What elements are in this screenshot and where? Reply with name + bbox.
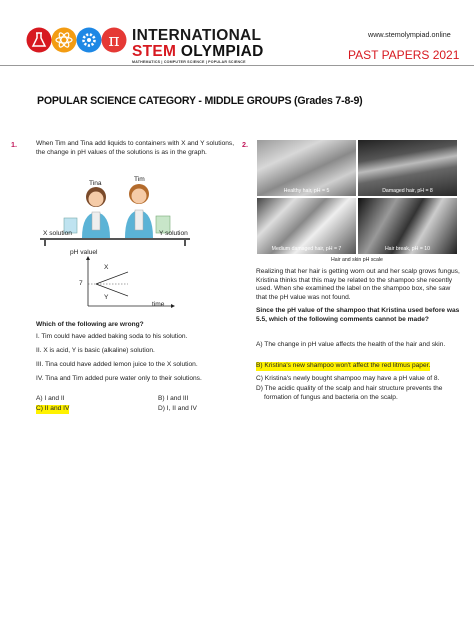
svg-text:π: π: [108, 31, 120, 51]
q1-option-b[interactable]: B) I and III: [158, 395, 189, 402]
q1-statement-4: IV. Tina and Tim added pure water only to their solutions.: [36, 375, 202, 382]
q1-statement-1: I. Tim could have added baking soda to his solution.: [36, 333, 188, 340]
header-divider: [0, 65, 474, 66]
photo-caption-break: Hair break, pH = 10: [384, 246, 431, 252]
pi-icon: [102, 28, 127, 53]
photo-hair-break: [358, 198, 457, 254]
gear-icon: [77, 28, 102, 53]
ph-graph: [80, 256, 180, 312]
q1-statement-3: III. Tina could have added lemon juice to the X solution.: [36, 361, 198, 368]
q1-prompt: Which of the following are wrong?: [36, 321, 144, 328]
line-y: [96, 284, 128, 296]
q2-number: 2.: [242, 140, 248, 149]
q1-statement-2: II. X is acid, Y is basic (alkaline) solution.: [36, 347, 155, 354]
photo-damaged-hair: [358, 140, 457, 196]
website-link[interactable]: www.stemolympiad.online: [368, 30, 451, 39]
brand-line2: [132, 43, 264, 61]
tim-label: Tim: [134, 176, 145, 183]
line-x: [96, 272, 128, 284]
graph-line-x-label: X: [104, 264, 109, 271]
photo-caption-damaged: Damaged hair, pH = 8: [382, 188, 433, 194]
y-solution-label: Y solution: [159, 230, 188, 237]
q1-number: 1.: [11, 140, 17, 149]
q2-option-b[interactable]: B) Kristina's new shampoo won't affect the red litmus paper.: [256, 362, 431, 369]
q1-text: When Tim and Tina add liquids to containers with X and Y solutions, the change in pH values of the solutions is as in the graph.: [36, 140, 235, 156]
figure-caption: Hair and skin pH scale: [331, 257, 383, 263]
photo-caption-healthy: Healthy hair, pH = 5: [283, 188, 330, 194]
graph-tick-7: 7: [79, 280, 83, 287]
graph-ylabel: pH valuel: [70, 249, 98, 256]
x-solution-label: X solution: [43, 230, 72, 237]
q1-option-a[interactable]: A) I and II: [36, 395, 65, 402]
q2-option-d[interactable]: D) The acidic quality of the scalp and hair structure prevents the formation of fungus and bacteria on the scalp.: [256, 385, 443, 401]
brand-olympiad: OLYMPIAD: [176, 43, 264, 60]
q2-prompt: Since the pH value of the shampoo that Kristina used before was 5.5, which of the following comments cannot be made?: [256, 307, 460, 323]
q1-option-c[interactable]: C) II and IV: [36, 405, 70, 412]
past-papers-label: PAST PAPERS 2021: [348, 48, 460, 62]
q2-option-a[interactable]: A) The change in pH value affects the health of the hair and skin.: [256, 341, 446, 348]
photo-healthy-hair: [257, 140, 356, 196]
q2-text: Realizing that her hair is getting worn out and her scalp grows fungus, Kristina thinks that this may be related to the shampoo she recently used. When she examined the label on the shampoo box, she saw that the pH value was not found.: [256, 268, 460, 301]
q2-option-c[interactable]: C) Kristina's newly bought shampoo may have a pH value of 8.: [256, 375, 440, 382]
brand-line1: INTERNATIONAL: [132, 27, 262, 44]
tina-figure: [82, 187, 110, 238]
tina-label: Tina: [89, 180, 102, 187]
brand-stem: STEM: [132, 43, 177, 60]
tim-figure: [125, 184, 153, 238]
graph-xlabel: time: [152, 301, 165, 308]
page-title: POPULAR SCIENCE CATEGORY - MIDDLE GROUPS (Grades 7-8-9): [37, 95, 363, 107]
q1-option-d[interactable]: D) I, II and IV: [158, 405, 197, 412]
olympiad-logo-icons: [26, 27, 128, 53]
flask-icon: [27, 28, 52, 53]
graph-line-y-label: Y: [104, 294, 109, 301]
brand-subtitle: MATHEMATICS | COMPUTER SCIENCE | POPULAR SCIENCE: [132, 60, 246, 64]
photo-caption-medium: Medium damaged hair, pH = 7: [271, 246, 342, 252]
atom-icon: [52, 28, 77, 53]
photo-medium-damaged-hair: [257, 198, 356, 254]
